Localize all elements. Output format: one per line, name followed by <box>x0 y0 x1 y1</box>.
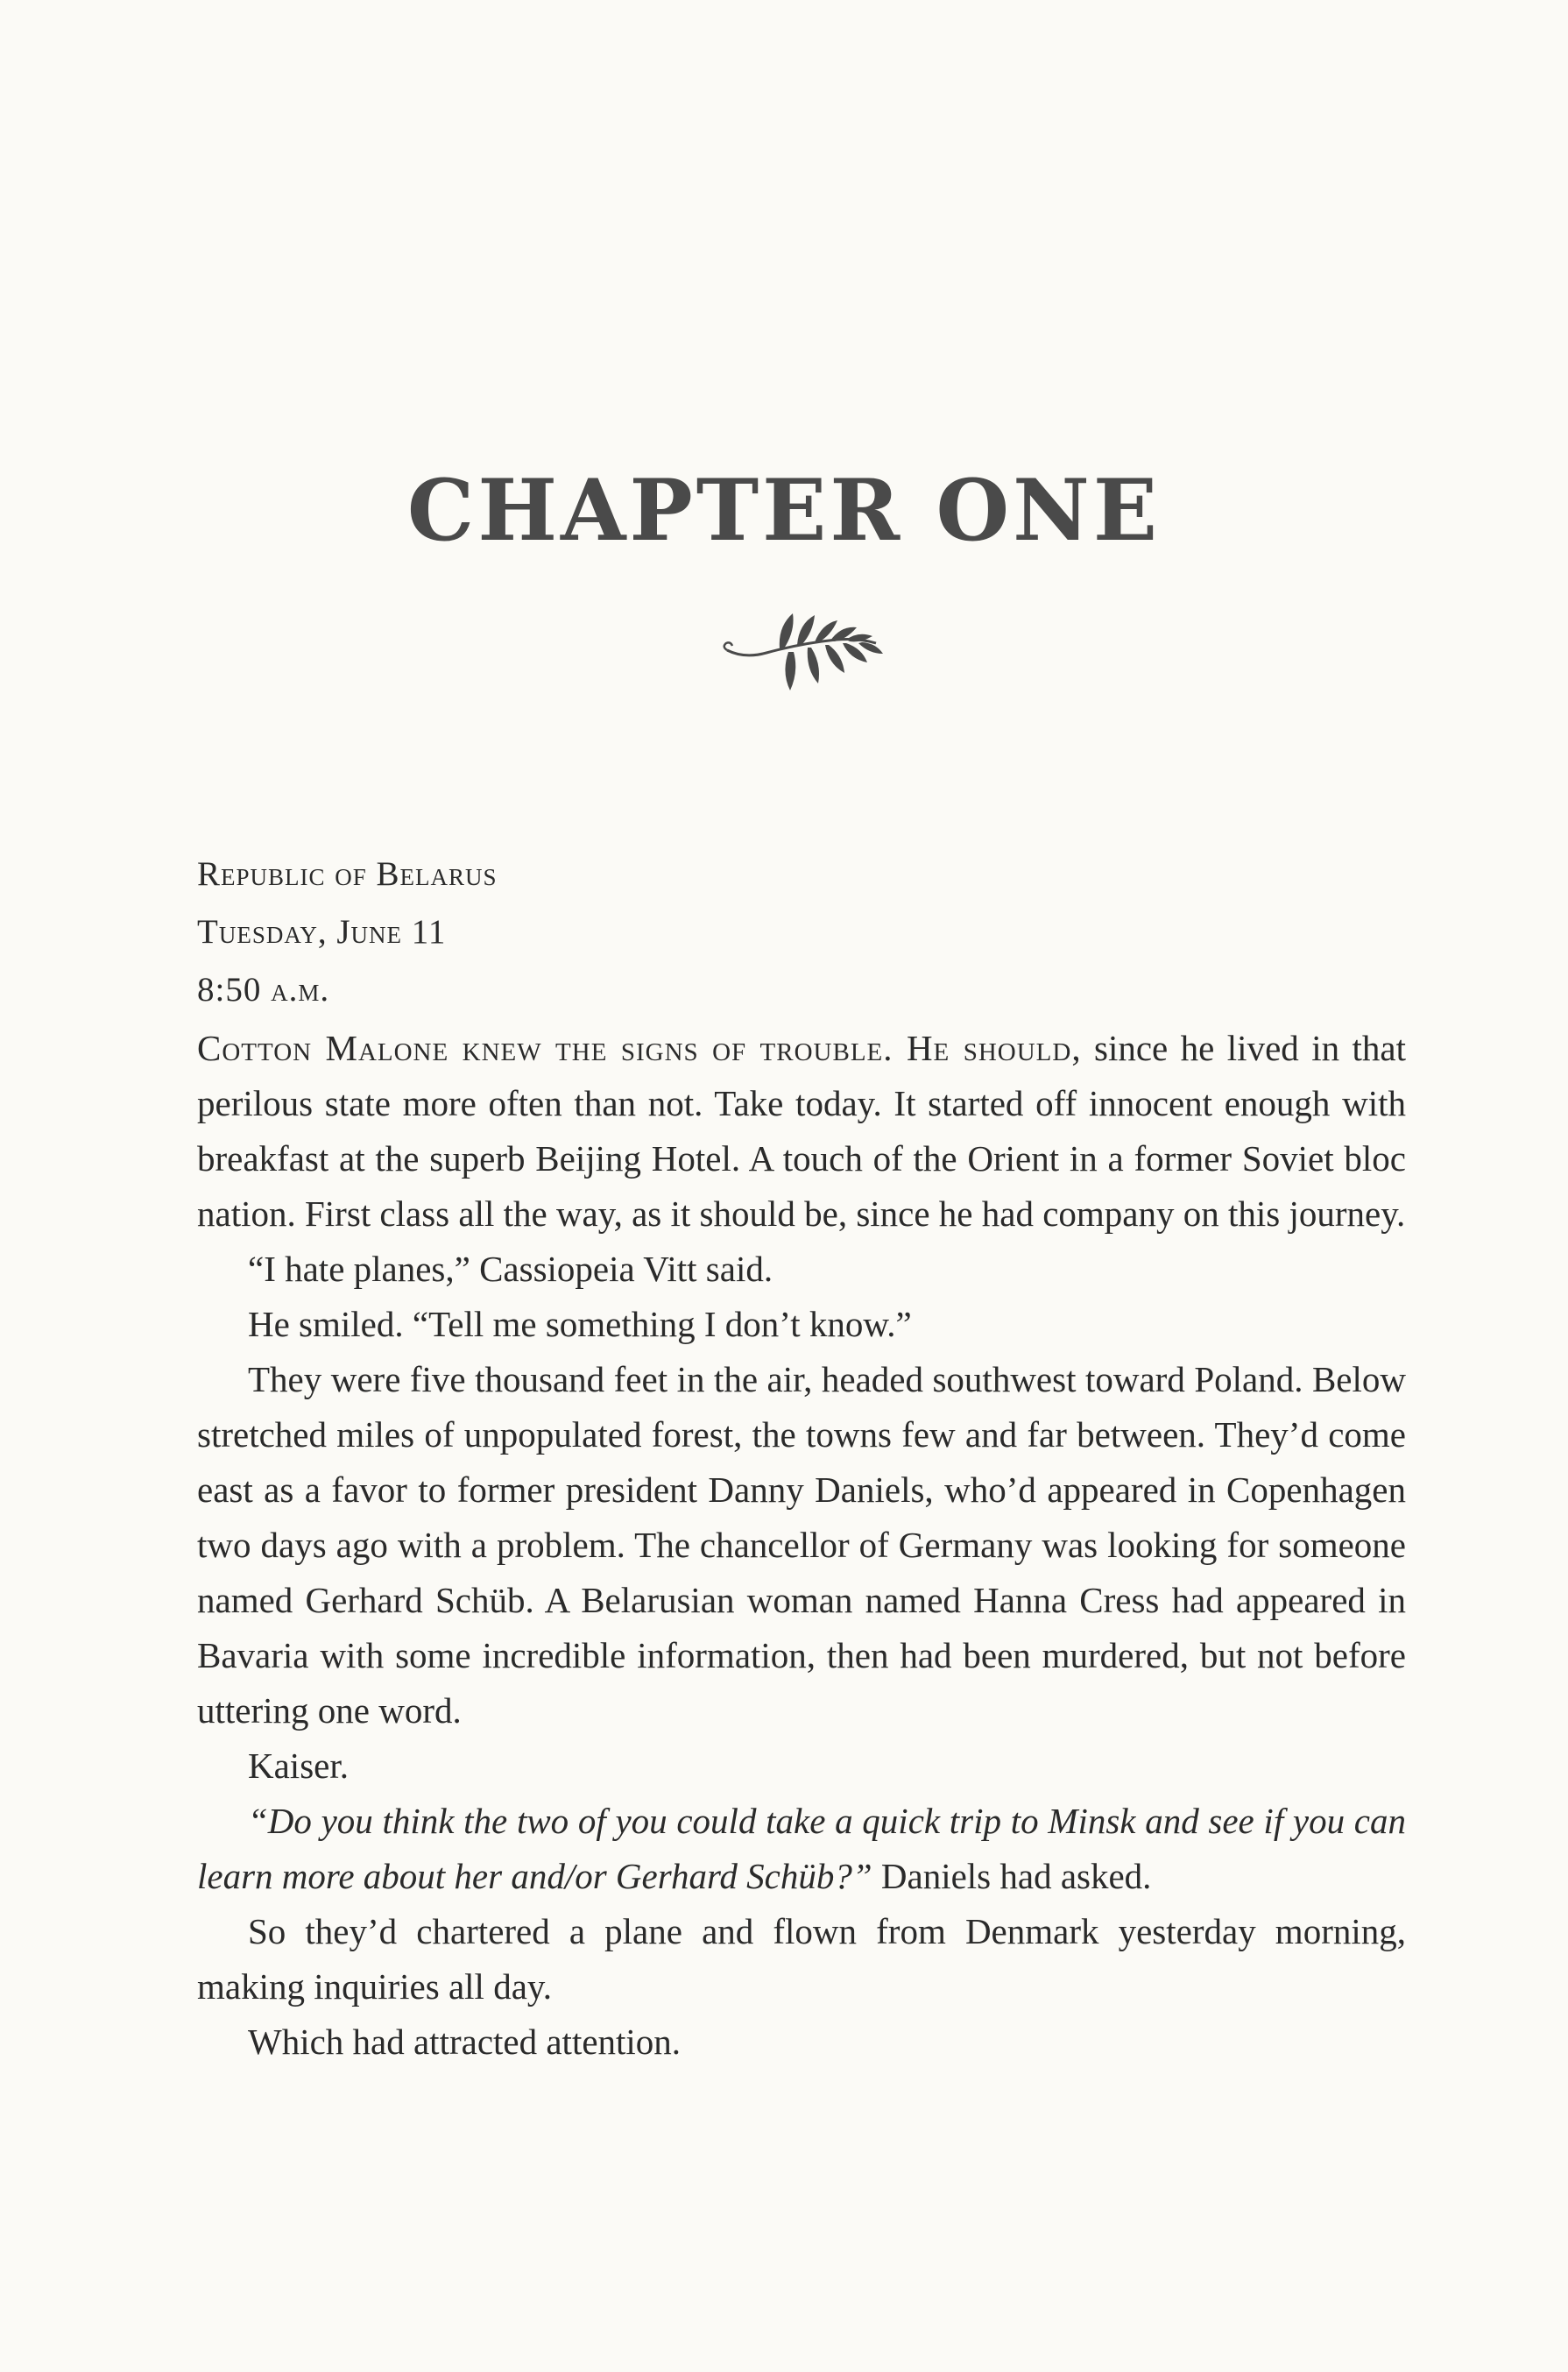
paragraph-6 <box>197 1794 1406 1904</box>
paragraph-2: “I hate planes,” Cassiopeia Vitt said. <box>248 1249 773 1289</box>
paragraph-8: Which had attracted attention. <box>248 2022 682 2062</box>
chapter-body <box>197 1021 1406 2070</box>
paragraph-1 <box>197 1021 1406 1242</box>
dateline-date: Tuesday, June 11 <box>197 913 447 951</box>
paragraph-3: He smiled. “Tell me something I don’t know.” <box>248 1304 912 1344</box>
paragraph-4: They were five thousand feet in the air, headed southwest toward Poland. Below stretched miles of unpopulated forest, the towns few and far between. They’d come east as a favor to former president Danny Daniels, who’d appeared in Copenhagen two days ago with a problem. The chancellor of Germany was looking for someone named Gerhard Schüb. A Belarusian woman named Hanna Cress had appeared in Bavaria with some incredible information, then had been murdered, but not before uttering one word. <box>197 1359 1406 1731</box>
italic-quote: “Do you think the two of you could take a quick trip to Minsk and see if you can learn more about her and/or Gerhard Schüb?” <box>197 1801 1406 1896</box>
dateline <box>197 846 498 1019</box>
dateline-time: 8:50 a.m. <box>197 971 330 1009</box>
paragraph-5: Kaiser. <box>248 1745 349 1786</box>
chapter-title: CHAPTER ONE <box>406 461 1162 560</box>
paragraph-7: So they’d chartered a plane and flown from Denmark yesterday morning, making inquiries all day. <box>197 1911 1406 2007</box>
paragraph-lead-in: Cotton Malone knew the signs of trouble. He should, <box>197 1028 1082 1068</box>
paragraph-1-text: since he lived in that perilous state more often than not. Take today. It started off innocent enough with breakfast at the superb Beijing Hotel. A touch of the Orient in a former Soviet bloc nation. First class all the way, as it should be, since he had company on this journey. <box>197 1028 1406 1234</box>
paragraph-6-text: Daniels had asked. <box>872 1856 1152 1896</box>
dateline-location: Republic of Belarus <box>197 855 498 893</box>
leaf-sprig-ornament-icon <box>718 605 893 701</box>
